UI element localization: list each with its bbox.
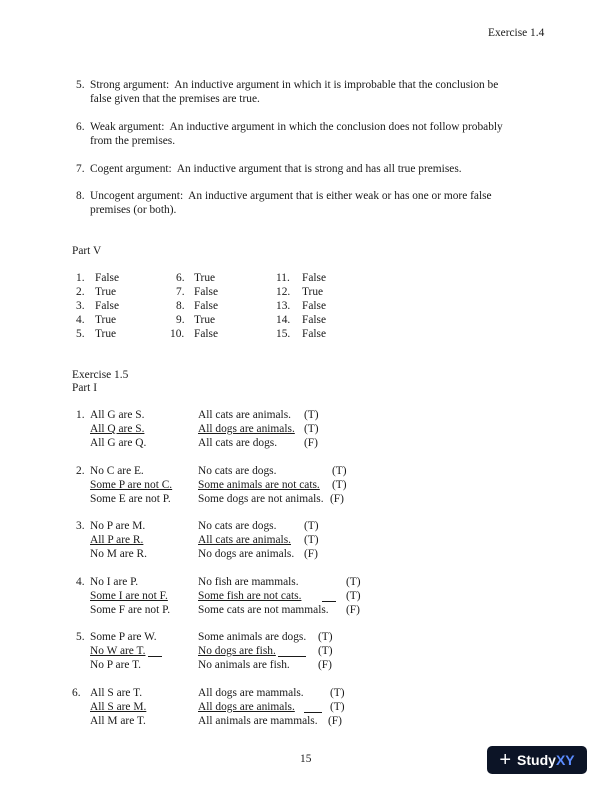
answer-number: 2. [76,286,85,298]
answer-value: False [302,272,327,284]
answer-number: 8. [176,300,185,312]
answer-value: False [302,314,327,326]
answer-number: 6. [176,272,185,284]
answer-value: False [95,272,120,284]
truth-value: (T) [304,520,319,532]
example-conclusion: Some cats are not mammals. [198,604,329,616]
form-conclusion: All M are T. [90,715,146,727]
example-premise: No cats are dogs. [198,465,277,477]
exercise-heading: Exercise 1.5 [72,369,129,381]
truth-value: (F) [318,659,332,671]
example-conclusion: No dogs are animals. [198,548,295,560]
answer-value: False [95,300,120,312]
truth-value: (F) [328,715,342,727]
answer-number: 5. [76,328,85,340]
definition-number: 7. [76,163,85,175]
form-premise: All G are S. [90,409,145,421]
plus-icon: + [499,749,512,771]
form-premise: No I are P. [90,576,139,588]
form-premise: Some P are not C. [90,479,173,491]
item-number: 3. [76,520,85,532]
truth-value: (T) [304,423,319,435]
form-premise: No C are E. [90,465,144,477]
truth-value: (T) [346,576,361,588]
form-conclusion: No M are R. [90,548,147,560]
form-premise: All S are M. [90,701,147,713]
answer-number: 9. [176,314,185,326]
definition-line: Cogent argument: An inductive argument that is strong and has all true premises. [90,163,462,175]
answer-number: 14. [276,314,291,326]
item-number: 1. [76,409,85,421]
answer-number: 3. [76,300,85,312]
example-premise: Some fish are not cats. [198,590,302,602]
underline-extension [304,712,322,713]
answer-value: False [194,286,219,298]
definition-line: Uncogent argument: An inductive argument that is either weak or has one or more false [90,190,492,202]
answer-value: True [302,286,324,298]
answer-number: 12. [276,286,291,298]
answer-number: 10. [170,328,185,340]
answer-value: True [194,272,216,284]
definition-number: 5. [76,79,85,91]
underline-extension [148,656,162,657]
form-premise: Some I are not F. [90,590,168,602]
definition-number: 8. [76,190,85,202]
form-premise: No W are T. [90,645,146,657]
answer-value: False [302,328,327,340]
definition-line: premises (or both). [90,204,177,216]
truth-value: (T) [304,409,319,421]
answer-value: False [194,328,219,340]
answer-number: 13. [276,300,291,312]
part-v-heading: Part V [72,245,102,257]
answer-number: 4. [76,314,85,326]
example-conclusion: All cats are dogs. [198,437,278,449]
truth-value: (T) [332,479,347,491]
form-premise: All Q are S. [90,423,145,435]
header-exercise-label: Exercise 1.4 [488,27,545,39]
truth-value: (F) [304,437,318,449]
truth-value: (T) [318,631,333,643]
truth-value: (T) [304,534,319,546]
form-conclusion: No P are T. [90,659,142,671]
definition-line: false given that the premises are true. [90,93,260,105]
example-premise: All dogs are animals. [198,423,295,435]
definition-line: from the premises. [90,135,176,147]
answer-value: False [302,300,327,312]
example-conclusion: All animals are mammals. [198,715,318,727]
example-conclusion: Some dogs are not animals. [198,493,324,505]
truth-value: (F) [304,548,318,560]
form-premise: All S are T. [90,687,143,699]
logo-text: StudyXY [517,752,575,768]
answer-number: 7. [176,286,185,298]
answer-number: 1. [76,272,85,284]
form-conclusion: Some E are not P. [90,493,171,505]
example-premise: No dogs are fish. [198,645,276,657]
example-premise: All cats are animals. [198,534,291,546]
item-number: 4. [76,576,85,588]
example-premise: All dogs are mammals. [198,687,304,699]
truth-value: (T) [318,645,333,657]
definition-line: Weak argument: An inductive argument in which the conclusion does not follow probably [90,121,503,133]
truth-value: (T) [330,687,345,699]
truth-value: (F) [330,493,344,505]
form-premise: Some P are W. [90,631,157,643]
definition-line: Strong argument: An inductive argument in which it is improbable that the conclusion be [90,79,499,91]
form-premise: No P are M. [90,520,146,532]
example-premise: No cats are dogs. [198,520,277,532]
answer-value: True [95,286,117,298]
answer-value: True [95,328,117,340]
underline-extension [322,601,336,602]
answer-number: 15. [276,328,291,340]
form-premise: All P are R. [90,534,144,546]
page-number: 15 [300,753,312,765]
item-number: 5. [76,631,85,643]
truth-value: (T) [346,590,361,602]
item-number: 2. [76,465,85,477]
example-premise: Some animals are dogs. [198,631,307,643]
answer-number: 11. [276,272,290,284]
form-conclusion: All G are Q. [90,437,147,449]
part-heading: Part I [72,382,97,394]
example-premise: No fish are mammals. [198,576,299,588]
example-conclusion: No animals are fish. [198,659,290,671]
item-number: 6. [72,687,81,699]
example-premise: Some animals are not cats. [198,479,320,491]
answer-value: False [194,300,219,312]
truth-value: (F) [346,604,360,616]
example-premise: All cats are animals. [198,409,291,421]
form-conclusion: Some F are not P. [90,604,171,616]
truth-value: (T) [332,465,347,477]
example-premise: All dogs are animals. [198,701,295,713]
definition-number: 6. [76,121,85,133]
answer-value: True [194,314,216,326]
studyxy-logo [487,746,587,774]
underline-extension [278,656,306,657]
answer-value: True [95,314,117,326]
truth-value: (T) [330,701,345,713]
